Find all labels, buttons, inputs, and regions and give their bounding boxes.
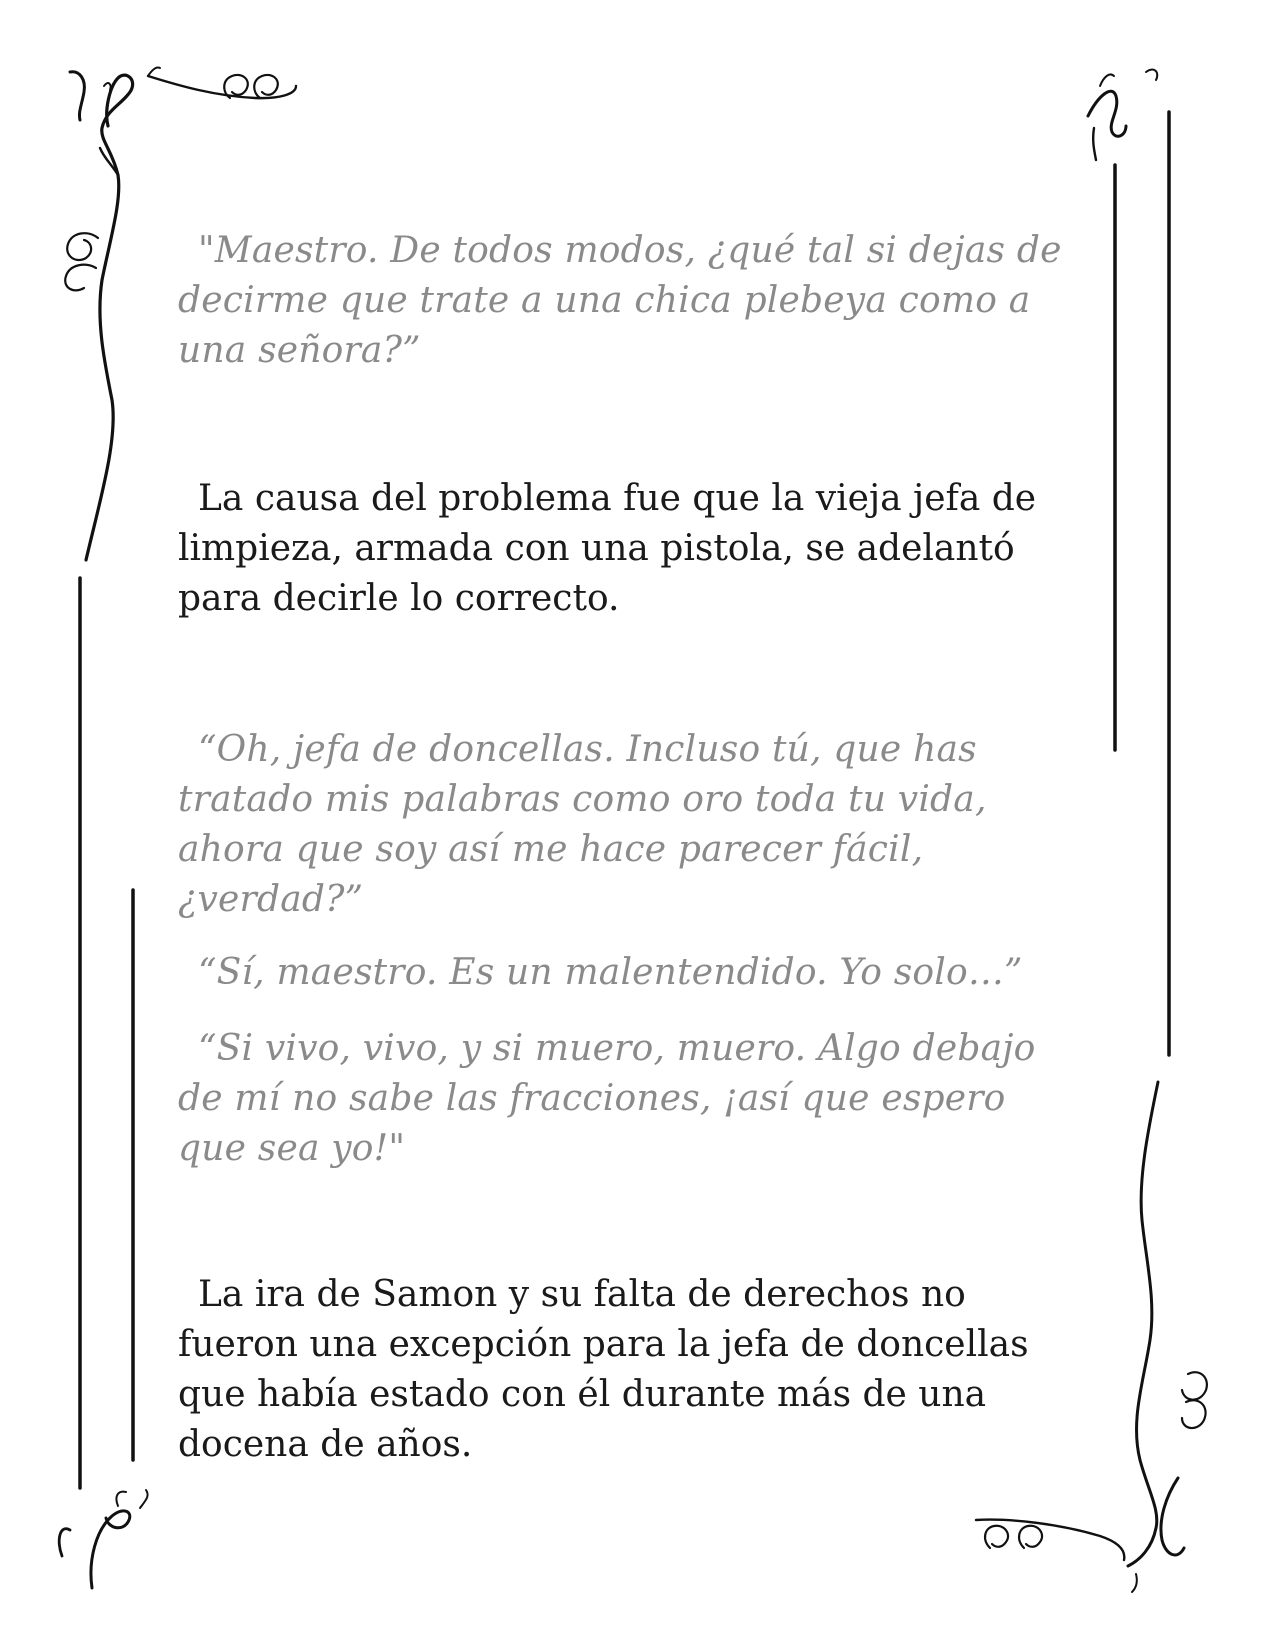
- dialogue-paragraph: “Sí, maestro. Es un malentendido. Yo solo…”: [198, 952, 1023, 993]
- dialogue-paragraph: “Si vivo, vivo, y si muero, muero. Algo debajo de mí no sabe las fracciones, ¡así que espero que sea yo!": [178, 1028, 1036, 1169]
- top-right-flourish: [1088, 70, 1157, 160]
- narration-paragraph: La causa del problema fue que la vieja jefa de limpieza, armada con una pistola, se adelantó para decirle lo correcto.: [178, 478, 1037, 619]
- bottom-left-flourish: [59, 1490, 147, 1588]
- narration-paragraph: La ira de Samon y su falta de derechos no fueron una excepción para la jefa de doncellas que había estado con él durante más de una docena de años.: [178, 1274, 1029, 1465]
- dialogue-paragraph: "Maestro. De todos modos, ¿qué tal si dejas de decirme que trate a una chica plebeya como a una señora?”: [178, 230, 1062, 371]
- dialogue-paragraph: “Oh, jefa de doncellas. Incluso tú, que has tratado mis palabras como oro toda tu vida, ahora que soy así me hace parecer fácil, ¿verdad?”: [178, 729, 987, 920]
